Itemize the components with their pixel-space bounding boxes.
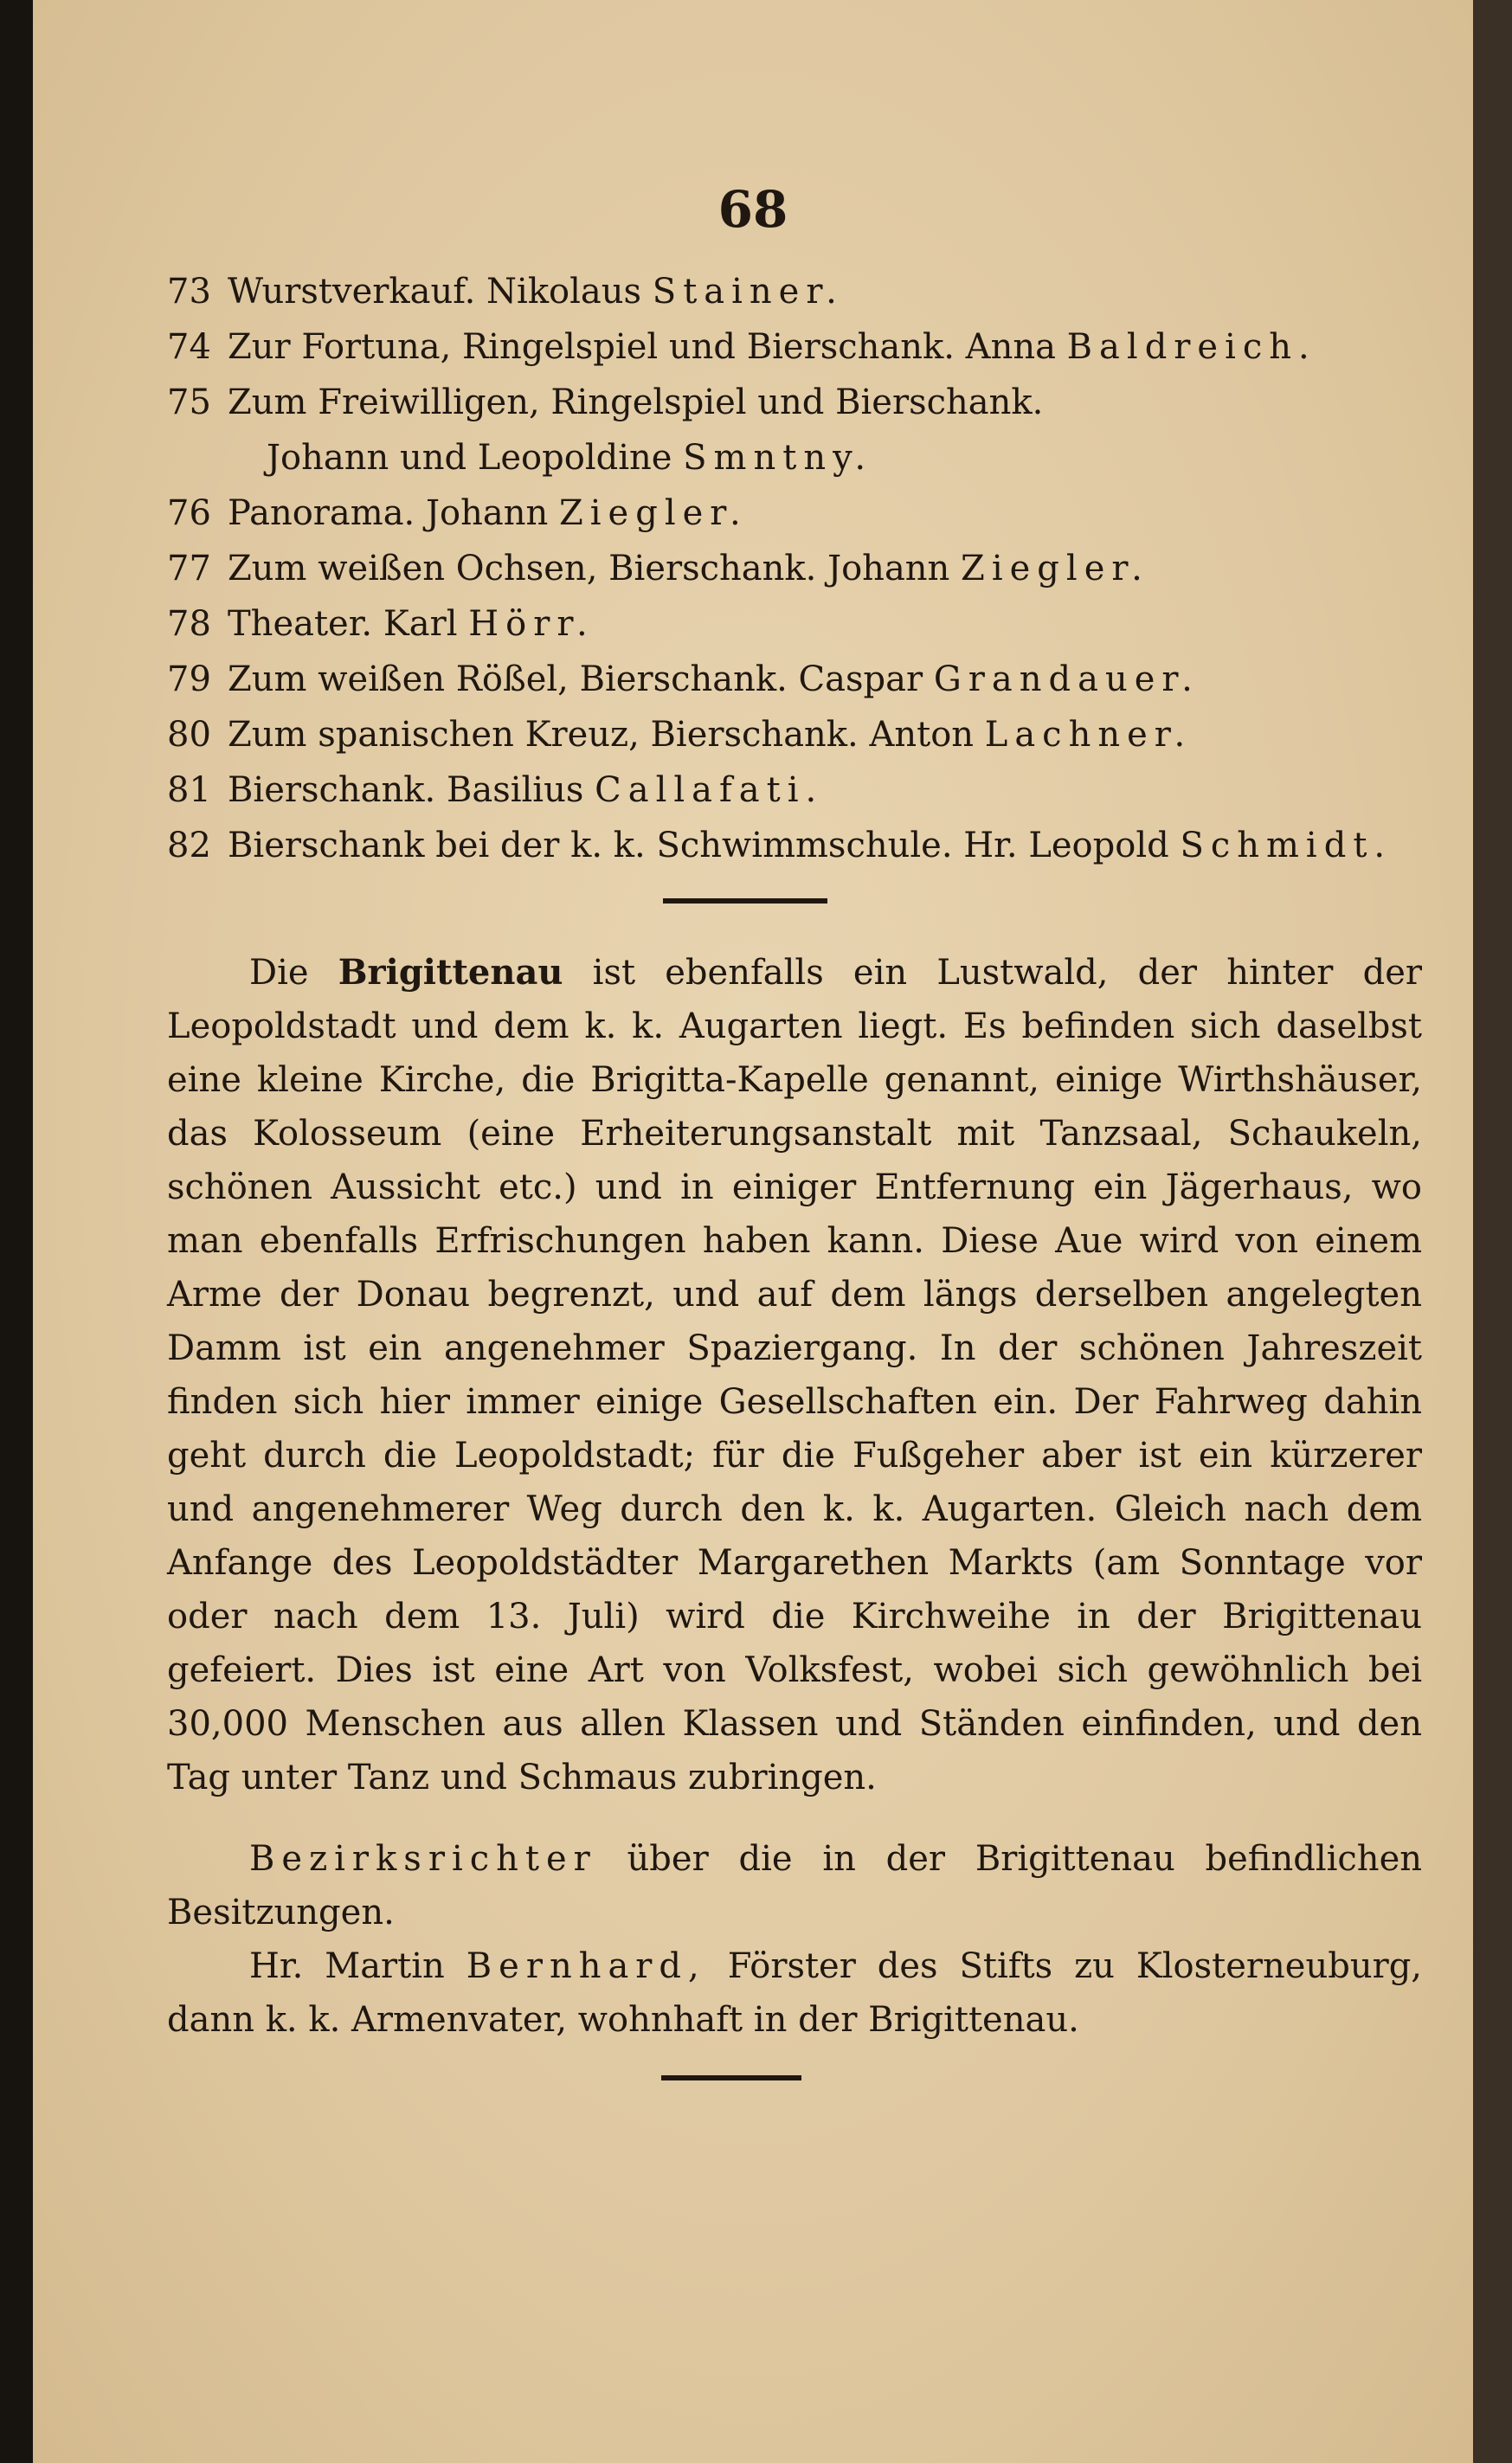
- entry-owner-name: Stainer.: [652, 272, 844, 312]
- entry-number: 77: [167, 549, 211, 588]
- list-item: [167, 375, 1422, 430]
- entry-owner-name: Ziegler.: [558, 493, 748, 533]
- list-item: [167, 486, 1422, 541]
- list-item: [167, 319, 1422, 375]
- entry-text: Wurstverkauf. Nikolaus: [228, 272, 642, 312]
- page-number: 68: [717, 180, 788, 239]
- entry-text: Zur Fortuna, Ringelspiel und Bierschank. Anna: [228, 327, 1056, 367]
- entry-number: 78: [167, 604, 211, 644]
- list-item: [167, 762, 1422, 818]
- judge-heading-paragraph: [167, 1832, 1422, 1939]
- book-spine-edge: [1473, 0, 1512, 2463]
- list-item-continuation: [167, 430, 1422, 486]
- entry-text: Zum weißen Ochsen, Bierschank. Johann: [228, 549, 950, 588]
- entry-number: 80: [167, 715, 211, 755]
- description-body: ist ebenfalls ein Lustwald, der hinter der Leopoldstadt und dem k. k. Augarten liegt. Es befinden sich daselbst eine kleine Kirche, die Brigitta-Kapelle genannt, einige Wirthshäuser, das Kolosseum (eine Erheiterungsanstalt mit Tanzsaal, Schaukeln, schönen Aussicht etc.) und in einiger Entfernung ein Jägerhaus, wo man ebenfalls Erfrischungen haben kann. Diese Aue wird von einem Arme der Donau begrenzt, und auf dem längs derselben angelegten Damm ist ein angenehmer Spaziergang. In der schönen Jahreszeit finden sich hier immer einige Gesellschaften ein. Der Fahrweg dahin geht durch die Leopoldstadt; für die Fußgeher aber ist ein kürzerer und angenehmerer Weg durch den k. k. Augarten. Gleich nach dem Anfange des Leopoldstädter Margarethen Markts (am Sonntage vor oder nach dem 13. Juli) wird die Kirchweihe in der Brigittenau gefeiert. Dies ist eine Art von Volksfest, wobei sich gewöhnlich bei 30,000 Menschen aus allen Klassen und Ständen einfinden, und den Tag unter Tanz und Schmaus zubringen.: [167, 953, 1422, 1797]
- list-item: [167, 818, 1422, 873]
- entry-number: 75: [167, 383, 211, 422]
- entry-text: Bierschank. Basilius: [228, 770, 584, 810]
- entry-owner-name: Baldreich.: [1066, 327, 1316, 367]
- list-item: [167, 707, 1422, 762]
- district-judge-section: [167, 1832, 1422, 2047]
- judge-entry-paragraph: [167, 1939, 1422, 2047]
- entry-text: Panorama. Johann: [228, 493, 549, 533]
- judge-title: Hr. Martin: [249, 1946, 445, 1986]
- entry-owner-name: Hörr.: [468, 604, 595, 644]
- entry-owner-name: Ziegler.: [961, 549, 1149, 588]
- entry-number: 82: [167, 826, 211, 865]
- section-divider: [663, 898, 827, 904]
- book-page: [33, 0, 1473, 2463]
- entry-text: Johann und Leopoldine: [267, 438, 672, 478]
- list-item: [167, 541, 1422, 596]
- description-lead: Die: [249, 953, 309, 993]
- list-item: [167, 596, 1422, 652]
- judge-heading-text: über die in der Brigittenau befindlichen Besitzungen.: [167, 1839, 1422, 1932]
- judge-entry-text: Förster des Stifts zu Klosterneuburg, dann k. k. Armenvater, wohnhaft in der Brigittenau.: [167, 1946, 1423, 2040]
- judge-heading: Bezirksrichter: [249, 1839, 597, 1879]
- entry-number: 79: [167, 659, 211, 699]
- entry-owner-name: Grandauer.: [933, 659, 1200, 699]
- entry-text: Bierschank bei der k. k. Schwimmschule. Hr. Leopold: [228, 826, 1169, 865]
- description-paragraph: [167, 946, 1422, 1804]
- entry-owner-name: Smntny.: [683, 438, 873, 478]
- list-item: [167, 264, 1422, 319]
- place-name: Brigittenau: [338, 952, 563, 993]
- entry-number: 74: [167, 327, 211, 367]
- entry-number: 81: [167, 770, 211, 810]
- entry-text: Zum weißen Rößel, Bierschank. Caspar: [228, 659, 923, 699]
- entry-owner-name: Callafati.: [595, 770, 824, 810]
- entry-owner-name: Schmidt.: [1180, 826, 1393, 865]
- brigittenau-description: [167, 946, 1422, 1804]
- entry-owner-name: Lachner.: [984, 715, 1193, 755]
- establishment-list: [167, 264, 1422, 873]
- entry-text: Zum spanischen Kreuz, Bierschank. Anton: [228, 715, 975, 755]
- entry-text: Zum Freiwilligen, Ringelspiel und Bierschank.: [228, 383, 1044, 422]
- list-item: [167, 652, 1422, 707]
- judge-name: Bernhard,: [466, 1946, 706, 1986]
- entry-number: 76: [167, 493, 211, 533]
- entry-number: 73: [167, 272, 211, 312]
- closing-divider: [661, 2075, 801, 2080]
- entry-text: Theater. Karl: [228, 604, 458, 644]
